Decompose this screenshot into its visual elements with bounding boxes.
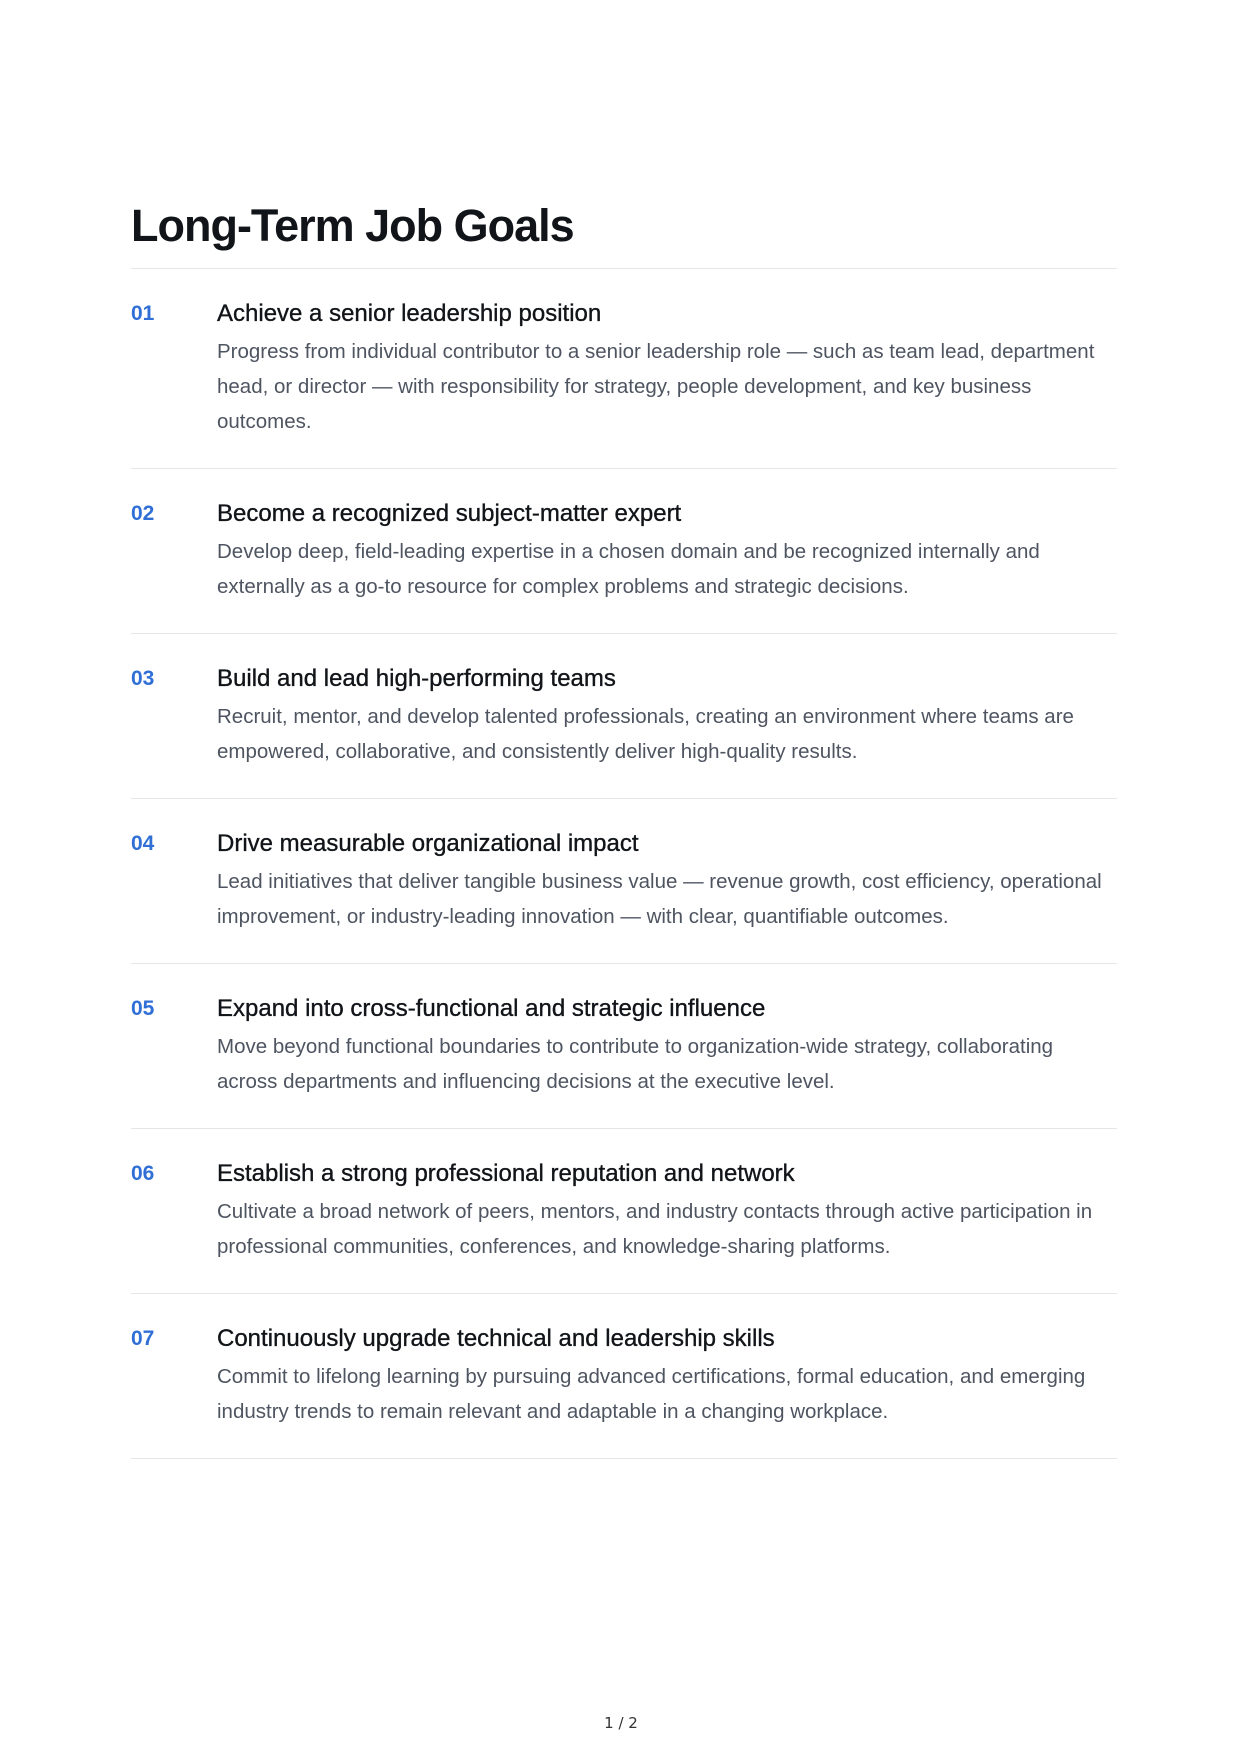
page-title: Long-Term Job Goals	[131, 200, 574, 251]
goal-number: 05	[131, 997, 155, 1020]
list-item	[131, 269, 1117, 469]
goal-body	[217, 829, 1117, 934]
goal-title: Drive measurable organizational impact	[217, 830, 639, 857]
goal-body	[217, 1159, 1117, 1264]
list-item	[131, 1294, 1117, 1459]
goal-description: Develop deep, field-leading expertise in a chosen domain and be recognized internally and externally as a go-to resource for complex problems and strategic decisions.	[217, 540, 1040, 598]
list-item	[131, 1129, 1117, 1294]
goal-title: Become a recognized subject-matter expert	[217, 500, 682, 527]
goal-number: 07	[131, 1327, 155, 1350]
goal-number: 04	[131, 832, 155, 855]
goal-description: Move beyond functional boundaries to contribute to organization-wide strategy, collaborating across departments and influencing decisions at the executive level.	[217, 1035, 1054, 1093]
document-page	[131, 196, 1117, 1459]
goal-title: Establish a strong professional reputation and network	[217, 1160, 795, 1187]
goal-number: 06	[131, 1162, 155, 1185]
goal-body	[217, 499, 1117, 604]
goal-body	[217, 1324, 1117, 1429]
goal-description: Progress from individual contributor to a senior leadership role — such as team lead, department head, or director — with responsibility for strategy, people development, and key business outcomes.	[217, 340, 1095, 433]
goal-body	[217, 664, 1117, 769]
goal-description: Lead initiatives that deliver tangible business value — revenue growth, cost efficiency, operational improvement, or industry-leading innovation — with clear, quantifiable outcomes.	[217, 870, 1102, 928]
page-number: 1 / 2	[604, 1714, 638, 1732]
list-item	[131, 634, 1117, 799]
goal-body	[217, 299, 1117, 439]
goal-number: 01	[131, 302, 155, 325]
list-item	[131, 469, 1117, 634]
goal-title: Expand into cross-functional and strategic influence	[217, 995, 766, 1022]
goal-number: 03	[131, 667, 155, 690]
goal-description: Recruit, mentor, and develop talented professionals, creating an environment where teams are empowered, collaborative, and consistently deliver high-quality results.	[217, 705, 1074, 763]
goal-body	[217, 994, 1117, 1099]
goal-title: Build and lead high-performing teams	[217, 665, 616, 692]
list-item	[131, 964, 1117, 1129]
goal-title: Continuously upgrade technical and leadership skills	[217, 1325, 775, 1352]
list-item	[131, 799, 1117, 964]
goal-description: Commit to lifelong learning by pursuing advanced certifications, formal education, and emerging industry trends to remain relevant and adaptable in a changing workplace.	[217, 1365, 1086, 1423]
goal-list	[131, 269, 1117, 1459]
goal-number: 02	[131, 502, 155, 525]
goal-description: Cultivate a broad network of peers, mentors, and industry contacts through active participation in professional communities, conferences, and knowledge-sharing platforms.	[217, 1200, 1093, 1258]
goal-title: Achieve a senior leadership position	[217, 300, 602, 327]
